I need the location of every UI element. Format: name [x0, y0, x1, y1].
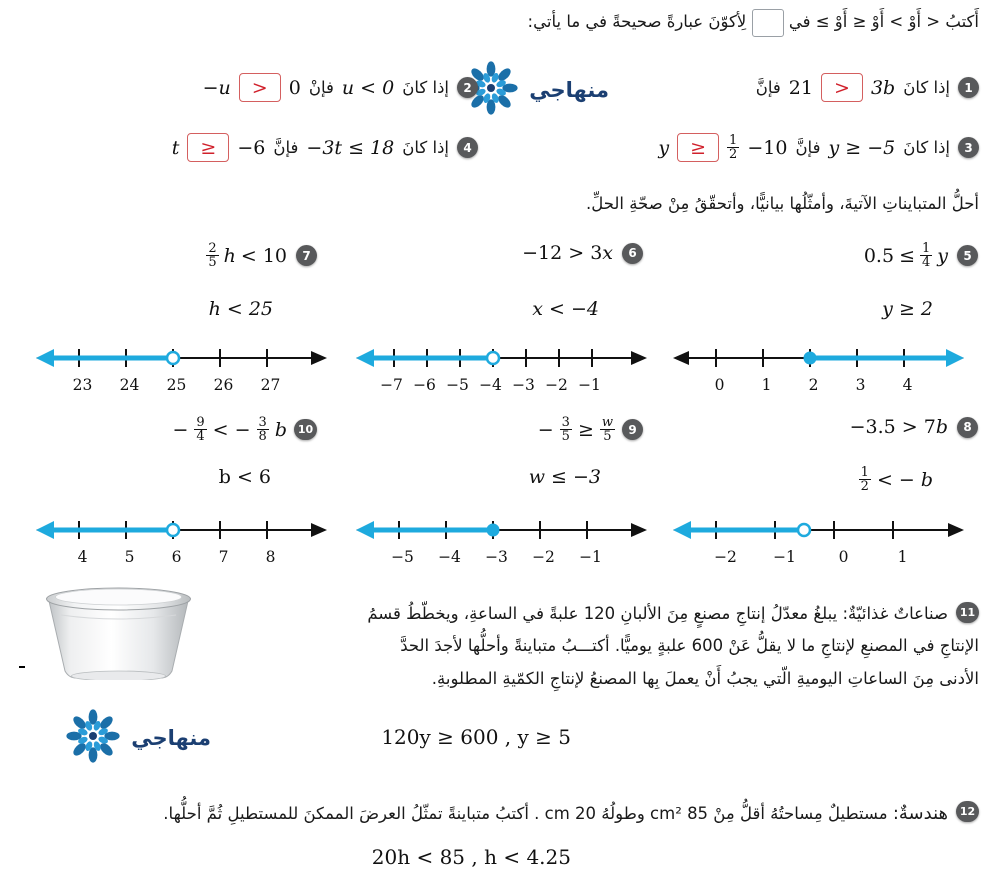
problem-8-answer: b < − $\frac{1}{2}$ [860, 465, 933, 494]
header-instruction-text-before: أَكتبُ < أَوْ > أَوْ ≤ أَوْ ≥ في [788, 12, 979, 31]
exercise-item-3 [658, 132, 979, 163]
item-number-badge: 3 [958, 137, 979, 158]
problem-10-tick-labels: 4 5 6 7 8 [77, 548, 276, 566]
problem-10-number-line [34, 512, 329, 566]
problem-5-header [864, 242, 978, 269]
item-2-tail-expression: −u [202, 76, 231, 99]
header-instruction-text-after: لِأكوّنَ عبارةً صحيحةً في ما يأتي: [527, 12, 747, 31]
word-problem-11-text-3: الأدنى مِنَ الساعاتِ اليوميةِ الّتي يجبُ أَنْ يعملَ بِها المصنعُ لإنتاجِ الكمّيةِ المطلوبةِ. [431, 668, 979, 688]
problem-8-question: −3.5 > 7b [849, 416, 948, 438]
brand-logo [459, 58, 609, 122]
item-4-left-expression: −3t ≤ 18 [306, 136, 395, 159]
problem-7-header [206, 242, 317, 269]
problem-10-question: − $\frac{9}{4}$ < − $\frac{3}{8}$ b [172, 415, 287, 444]
margin-mark [19, 666, 25, 668]
problem-5-question: 0.5 ≤ $\frac{1}{4}$ y [863, 241, 948, 270]
item-1-left-expression: 3b [870, 76, 896, 99]
header-empty-answer-box[interactable] [752, 9, 784, 37]
word-problem-11-answer: 120y ≥ 600 , y ≥ 5 [381, 725, 571, 749]
problem-number-badge: 8 [957, 417, 978, 438]
item-4-tail-expression: t [171, 136, 180, 159]
item-3-mid-text: فإنَّ [795, 138, 821, 157]
problem-7-answer: h < 25 [208, 298, 273, 320]
word-problem-11-title: صناعاتٌ غذائيّةٌ: [842, 604, 948, 623]
problem-number-badge: 12 [956, 801, 979, 822]
problem-7-tick-labels: 23 24 25 26 27 [72, 376, 281, 394]
problem-10-header [172, 416, 317, 443]
problem-9-question: − $\frac{3}{5}$ ≥ $\frac{w}{5}$ [537, 415, 613, 444]
problem-8-number-line [671, 512, 966, 566]
problem-5-number-line [671, 340, 966, 394]
problem-6-number-line [354, 340, 649, 394]
word-problem-12-answer: 20h < 85 , h < 4.25 [371, 845, 571, 869]
item-2-right-expression: 0 [288, 76, 301, 99]
item-1-pre-text: إذا كانَ [903, 78, 950, 97]
brand-logo-secondary [61, 706, 211, 770]
item-3-answer-box[interactable]: ≥ [677, 133, 719, 162]
logo-text: منهاجي [131, 726, 211, 750]
problem-5-answer: y ≥ 2 [882, 298, 933, 320]
problem-8-tick-labels: −2 −1 0 1 [714, 548, 908, 566]
yogurt-cup-image [31, 585, 206, 684]
item-3-pre-text: إذا كانَ [903, 138, 950, 157]
exercise-item-2 [203, 72, 478, 103]
header-instruction [19, 6, 979, 37]
problem-9-number-line [354, 512, 649, 566]
item-1-mid-text: فإنَّ [755, 78, 781, 97]
problem-7-question: 2 5 h < 10 [208, 241, 287, 270]
exercise-item-1 [756, 72, 979, 103]
item-2-answer-box[interactable]: > [239, 73, 281, 102]
problem-6-tick-labels: −7 −6 −5 −4 −3 −2 −1 [380, 376, 601, 394]
item-number-badge: 1 [958, 77, 979, 98]
item-2-left-expression: u < 0 [341, 76, 395, 99]
problem-9-tick-labels: −5 −4 −3 −2 −1 [391, 548, 602, 566]
item-4-right-expression: −6 [237, 136, 266, 159]
problem-number-badge: 11 [956, 602, 979, 623]
problem-number-badge: 10 [294, 419, 317, 440]
problem-8-header [850, 416, 978, 438]
item-1-answer-box[interactable]: > [821, 73, 863, 102]
problem-7-number-line [34, 340, 329, 394]
item-4-pre-text: إذا كانَ [402, 138, 449, 157]
logo-text: منهاجي [529, 78, 609, 102]
item-4-mid-text: فإنَّ [273, 138, 299, 157]
word-problem-11-line-1 [219, 598, 948, 629]
item-2-mid-text: فإنْ [308, 78, 334, 97]
problem-number-badge: 6 [622, 243, 643, 264]
word-problem-11 [219, 598, 979, 694]
word-problem-12-line-1 [19, 797, 948, 831]
problem-6-question: −12 > 3x [522, 242, 613, 264]
word-problem-12 [19, 797, 979, 831]
item-2-pre-text: إذا كانَ [402, 78, 449, 97]
word-problem-12-title: هندسةٌ: [892, 803, 948, 824]
item-number-badge: 2 [457, 77, 478, 98]
item-3-tail-expression: y [658, 136, 670, 159]
item-number-badge: 4 [457, 137, 478, 158]
problem-8-answer-fraction: $\frac{1}{2}$ [860, 465, 869, 494]
item-1-right-expression: 21 [788, 76, 813, 99]
word-problem-11-text-2: الإنتاجِ في المصنعِ لإنتاجِ ما لا يقلُّ عَنْ 600 علبةٍ يوميًّا. أكتـــبُ متباينةً وأحلُّها لأجدَ الحدَّ [400, 636, 979, 656]
exercise-item-4 [172, 132, 478, 163]
problem-6-header [522, 242, 643, 264]
problem-5-tick-labels: 0 1 2 3 4 [714, 376, 913, 394]
item-3-right-expression: −10 [747, 136, 788, 159]
item-3-left-expression: y ≥ −5 [828, 136, 896, 159]
problem-number-badge: 9 [622, 419, 643, 440]
section-2-instruction: أحلُّ المتبايناتِ الآتيةَ، وأمثّلُها بيانيًّا، وأتحقّقُ مِنْ صحّةِ الحلِّ. [585, 194, 979, 213]
problem-9-header [538, 416, 643, 443]
problem-6-answer: x < −4 [532, 298, 599, 320]
item-3-fraction: $\frac{1}{2}$ [729, 133, 738, 163]
item-4-answer-box[interactable]: ≥ [187, 133, 229, 162]
problem-number-badge: 5 [957, 245, 978, 266]
problem-10-answer: b < 6 [218, 466, 271, 488]
problem-9-answer: w ≤ −3 [528, 466, 601, 488]
word-problem-11-text-1: يبلغُ معدّلُ إنتاجِ مصنعٍ مِنَ الألبانِ 120 علبةً في الساعةِ، ويخطّطُ قسمُ [367, 604, 838, 623]
problem-number-badge: 7 [296, 245, 317, 266]
word-problem-12-text-1: مستطيلٌ مِساحتُهُ أقلُّ مِنْ 85 cm² وطولُهُ 20 cm . أكتبُ متباينةً تمثّلُ العرضَ الممكنَ للمستطيلِ ثُمَّ أحلُّها. [163, 804, 888, 823]
flower-logo-icon [61, 706, 125, 770]
